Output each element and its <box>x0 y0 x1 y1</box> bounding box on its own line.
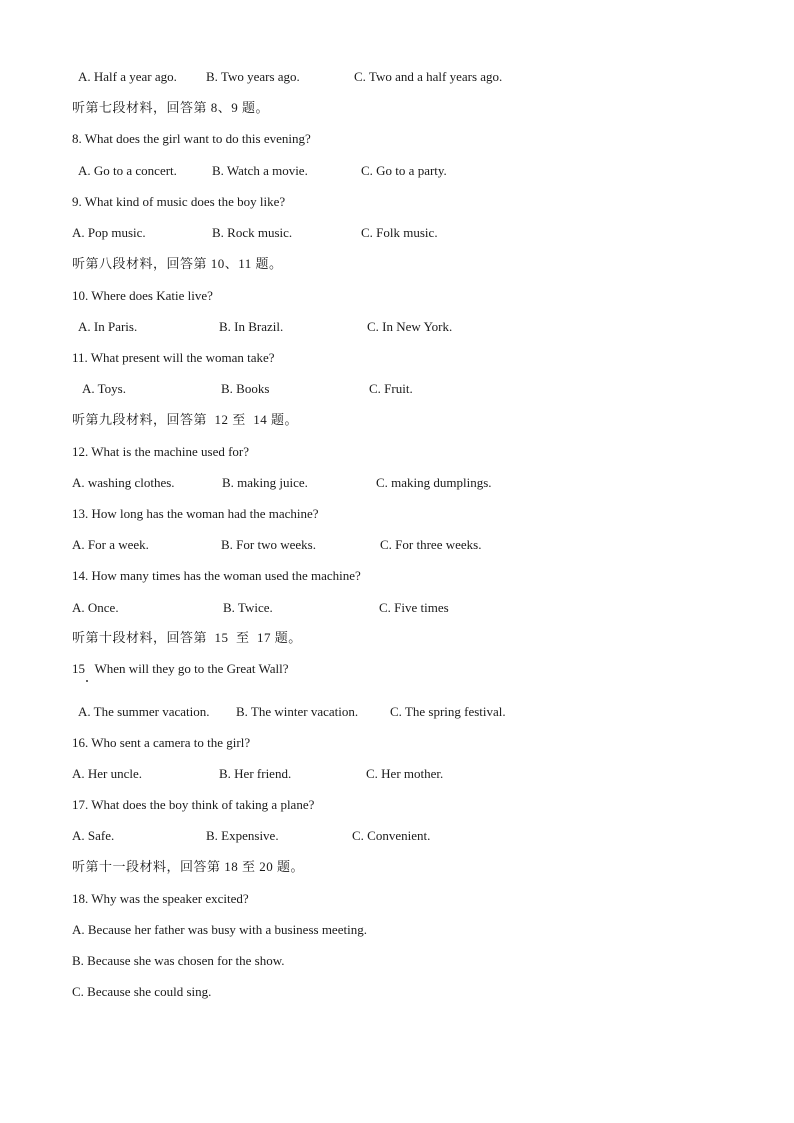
question-11: 11. What present will the woman take? <box>72 350 275 365</box>
q17-option-b: B. Expensive. <box>206 828 279 843</box>
q13-option-a: A. For a week. <box>72 537 149 552</box>
q13-option-b: B. For two weeks. <box>221 537 316 552</box>
section-heading-9: 听第九段材料，回答第 12 至 14 题。 <box>72 412 299 427</box>
q11-option-b: B. Books <box>221 381 270 396</box>
q12-option-b: B. making juice. <box>222 475 308 490</box>
q10-option-a: A. In Paris. <box>78 319 138 334</box>
section-heading-11: 听第十一段材料，回答第 18 至 20 题。 <box>72 859 305 874</box>
q14-option-b: B. Twice. <box>223 600 273 615</box>
stray-dot <box>86 680 88 682</box>
q8-option-c: C. Go to a party. <box>361 163 447 178</box>
question-8: 8. What does the girl want to do this evening? <box>72 131 311 146</box>
question-13: 13. How long has the woman had the machine? <box>72 506 319 521</box>
question-10: 10. Where does Katie live? <box>72 288 213 303</box>
question-18: 18. Why was the speaker excited? <box>72 891 249 906</box>
q17-option-a: A. Safe. <box>72 828 115 843</box>
q9-option-b: B. Rock music. <box>212 225 293 240</box>
q7-option-a: A. Half a year ago. <box>78 69 177 84</box>
q17-option-c: C. Convenient. <box>352 828 431 843</box>
section-heading-7: 听第七段材料，回答第 8、9 题。 <box>72 100 270 115</box>
q14-option-c: C. Five times <box>379 600 449 615</box>
q9-option-c: C. Folk music. <box>361 225 438 240</box>
question-15: 15 When will they go to the Great Wall? <box>72 661 289 676</box>
q16-option-c: C. Her mother. <box>366 766 444 781</box>
q18-option-c: C. Because she could sing. <box>72 984 212 999</box>
q11-option-a: A. Toys. <box>82 381 126 396</box>
q9-option-a: A. Pop music. <box>72 225 146 240</box>
q14-option-a: A. Once. <box>72 600 119 615</box>
q13-option-c: C. For three weeks. <box>380 537 482 552</box>
q15-option-a: A. The summer vacation. <box>78 704 210 719</box>
section-heading-10: 听第十段材料，回答第 15 至 17 题。 <box>72 630 302 645</box>
question-9: 9. What kind of music does the boy like? <box>72 194 286 209</box>
question-14: 14. How many times has the woman used the machine? <box>72 568 361 583</box>
q7-option-c: C. Two and a half years ago. <box>354 69 503 84</box>
q8-option-b: B. Watch a movie. <box>212 163 308 178</box>
q16-option-b: B. Her friend. <box>219 766 292 781</box>
question-16: 16. Who sent a camera to the girl? <box>72 735 251 750</box>
q15-option-b: B. The winter vacation. <box>236 704 359 719</box>
q11-option-c: C. Fruit. <box>369 381 413 396</box>
question-17: 17. What does the boy think of taking a plane? <box>72 797 315 812</box>
q10-option-b: B. In Brazil. <box>219 319 284 334</box>
q16-option-a: A. Her uncle. <box>72 766 143 781</box>
q8-option-a: A. Go to a concert. <box>78 163 177 178</box>
q12-option-a: A. washing clothes. <box>72 475 175 490</box>
q18-option-a: A. Because her father was busy with a business meeting. <box>72 922 367 937</box>
q15-option-c: C. The spring festival. <box>390 704 506 719</box>
q12-option-c: C. making dumplings. <box>376 475 492 490</box>
q18-option-b: B. Because she was chosen for the show. <box>72 953 285 968</box>
q7-option-b: B. Two years ago. <box>206 69 300 84</box>
q10-option-c: C. In New York. <box>367 319 453 334</box>
section-heading-8: 听第八段材料，回答第 10、11 题。 <box>72 256 283 271</box>
question-12: 12. What is the machine used for? <box>72 444 250 459</box>
